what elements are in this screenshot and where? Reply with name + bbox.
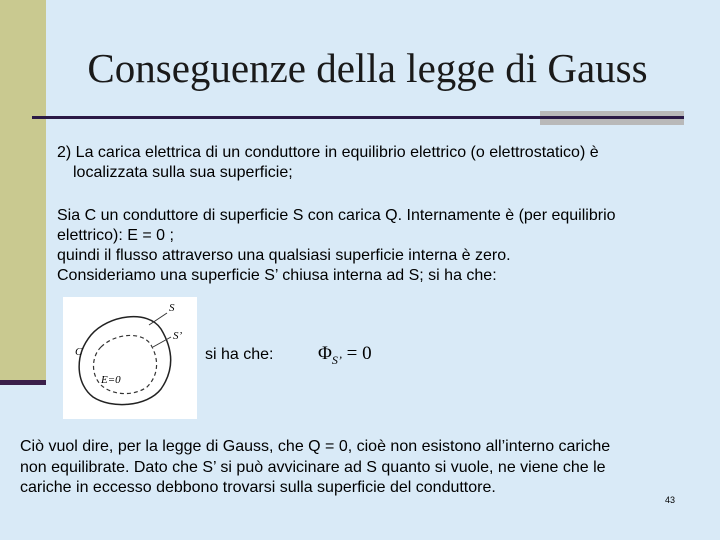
conclusion-line-2: non equilibrate. Dato che S’ si può avvicinare ad S quanto si vuole, ne viene che le	[20, 458, 606, 476]
conclusion-line-3: cariche in eccesso debbono trovarsi sulla superficie del conduttore.	[20, 479, 496, 496]
label-e-zero: E=0	[101, 374, 121, 386]
formula-phi: Φ	[318, 343, 332, 364]
formula-subscript: S’	[331, 352, 342, 367]
formula-rhs: = 0	[341, 343, 372, 364]
label-s: S	[169, 302, 175, 314]
conductor-figure	[63, 297, 197, 419]
conductor-diagram	[63, 297, 197, 419]
outer-surface-s	[79, 317, 171, 405]
title-rule-overlay	[540, 116, 684, 119]
label-c: C	[75, 346, 83, 358]
pointer-s	[149, 313, 167, 325]
conclusion-line-1: Ciò vuol dire, per la legge di Gauss, che Q = 0, cioè non esistono all’interno cariche	[20, 438, 611, 455]
explanation-paragraph	[57, 206, 707, 286]
page-number: 43	[665, 495, 676, 505]
slide-title: Conseguenze della legge di Gauss	[87, 45, 648, 91]
point-2	[57, 143, 697, 183]
si-ha-che-label: si ha che:	[205, 346, 274, 363]
para-line-4: Consideriamo una superficie S’ chiusa interna ad S; si ha che:	[57, 267, 497, 284]
conclusion-paragraph	[20, 437, 700, 499]
para-line-2: elettrico): E = 0 ;	[57, 227, 174, 244]
point-2-line-2: localizzata sulla sua superficie;	[73, 164, 293, 181]
para-line-1: Sia C un conduttore di superficie S con carica Q. Internamente è (per equilibrio	[57, 207, 616, 224]
left-accent-bar-edge	[0, 380, 46, 385]
point-2-line-1: 2) La carica elettrica di un conduttore in equilibrio elettrico (o elettrostatico) è	[57, 144, 599, 161]
para-line-3: quindi il flusso attraverso una qualsiasi superficie interna è zero.	[57, 247, 511, 264]
flux-formula	[318, 343, 372, 368]
label-sprime: S’	[173, 330, 183, 342]
